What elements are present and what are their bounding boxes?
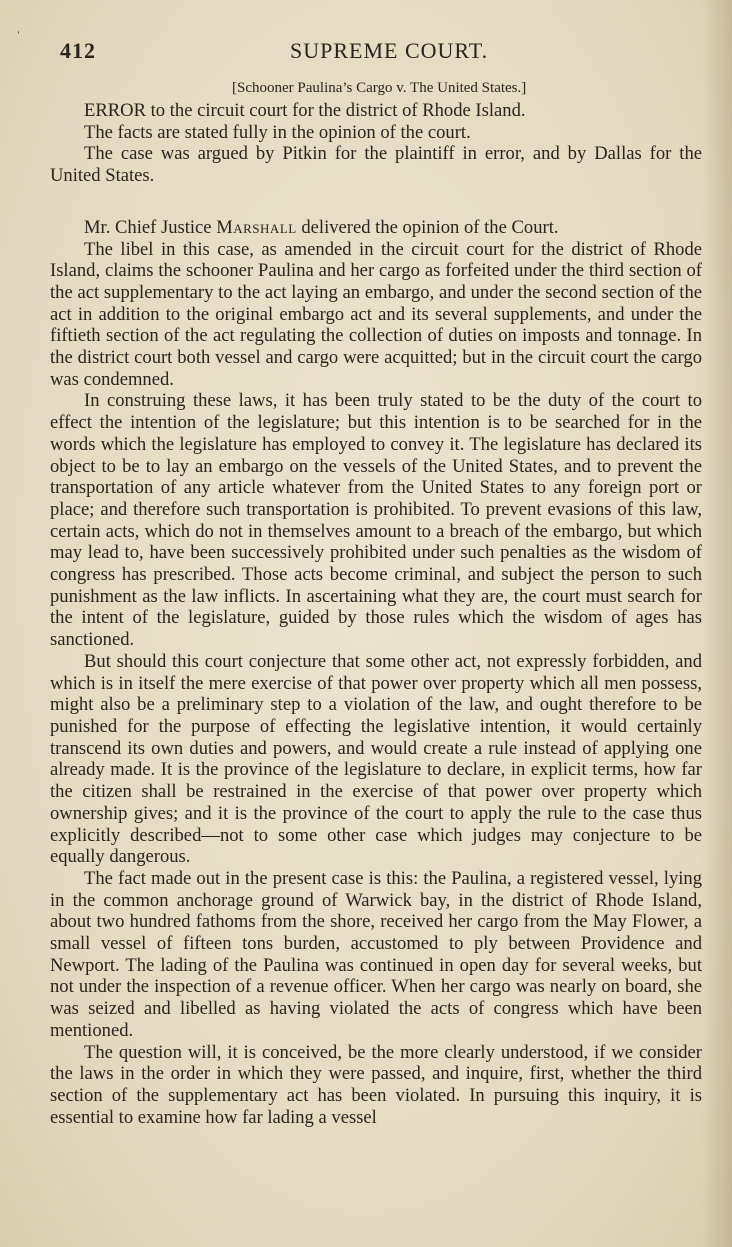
justice-name: Marshall — [216, 216, 297, 238]
paragraph-facts: The fact made out in the present case is this: the Paulina, a registered vessel, lying in the common anchorage ground of Warwick bay, in the district of Rhode Island, about two hundred fathoms from the shore, received her cargo from the May Flower, a small vessel of fifteen tons burden, accustomed to ply between Providence and Newport. The lading of the Paulina was continued in open day for several weeks, but not under the inspection of a revenue officer. When her cargo was nearly on board, she was seized and libelled as having violated the acts of congress which have been mentioned. — [50, 867, 702, 1041]
opinion-intro-post: delivered the opinion of the Court. — [296, 216, 559, 238]
paragraph-libel: The libel in this case, as amended in the circuit court for the district of Rhode Island, claims the schooner Paulina and her cargo as forfeited under the third section of the act supplementary to the act laying an embargo, and under the second section of the act in addition to the original embargo act and its several supplements, and under the fiftieth section of the act regulating the collection of duties on imposts and tonnage. In the district court both vessel and cargo were acquitted; but in the circuit court the cargo was condemned. — [50, 238, 702, 390]
case-reference: [Schooner Paulina’s Cargo v. The United States.] — [232, 80, 527, 96]
paragraph-counsel: The case was argued by Pitkin for the plaintiff in error, and by Dallas for the United States. — [50, 143, 702, 187]
page-header — [60, 38, 692, 68]
running-title: SUPREME COURT. — [290, 38, 489, 63]
margin-mark: ˈ — [16, 30, 21, 45]
paragraph-opinion-intro — [50, 217, 702, 239]
paragraph-facts-note: The facts are stated fully in the opinion of the court. — [84, 121, 471, 143]
opinion-text — [50, 100, 702, 1128]
opinion-intro-pre: Mr. Chief Justice — [84, 216, 217, 238]
paragraph-construction: In construing these laws, it has been truly stated to be the duty of the court to effect the intention of the legislature; but this intention is to be searched for in the words which the legislature has employed to convey it. The legislature has declared its object to be to lay an embargo on the vessels of the United States, and to prevent the transportation of any article whatever from the United States to any foreign port or place; and therefore such transportation is prohibited. To prevent evasions of this law, certain acts, which do not in themselves amount to a breach of the embargo, but which may lead to, have been successively prohibited under such penalties as the wisdom of congress has prescribed. Those acts become criminal, and subject the person to such punishment as the law inflicts. In ascertaining what they are, the court must search for the intent of the legislature, guided by those rules which the wisdom of ages has sanctioned. — [50, 390, 702, 651]
page-number: 412 — [60, 38, 96, 63]
paragraph-conjecture: But should this court conjecture that some other act, not expressly forbidden, and which is in itself the mere exercise of that power over property which all men possess, might also be a preliminary step to a violation of the law, and ought therefore to be punished for the purpose of effecting the legislative intention, it would certainly transcend its own duties and powers, and would create a rule instead of applying one already made. It is the province of the legislature to declare, in explicit terms, how far the citizen shall be restrained in the exercise of that power over property which ownership gives; and it is the province of the court to apply the rule to the case thus explicitly described—not to some other case which judges may conjecture to be equally dangerous. — [50, 650, 702, 868]
paragraph-procedural: ERROR to the circuit court for the district of Rhode Island. — [84, 100, 526, 121]
page-edge-shadow — [702, 0, 732, 1247]
paragraph-question: The question will, it is conceived, be the more clearly understood, if we consider the laws in the order in which they were passed, and inquire, first, whether the third section of the supplementary act has been violated. In pursuing this inquiry, it is essential to examine how far lading a vessel — [50, 1041, 702, 1128]
